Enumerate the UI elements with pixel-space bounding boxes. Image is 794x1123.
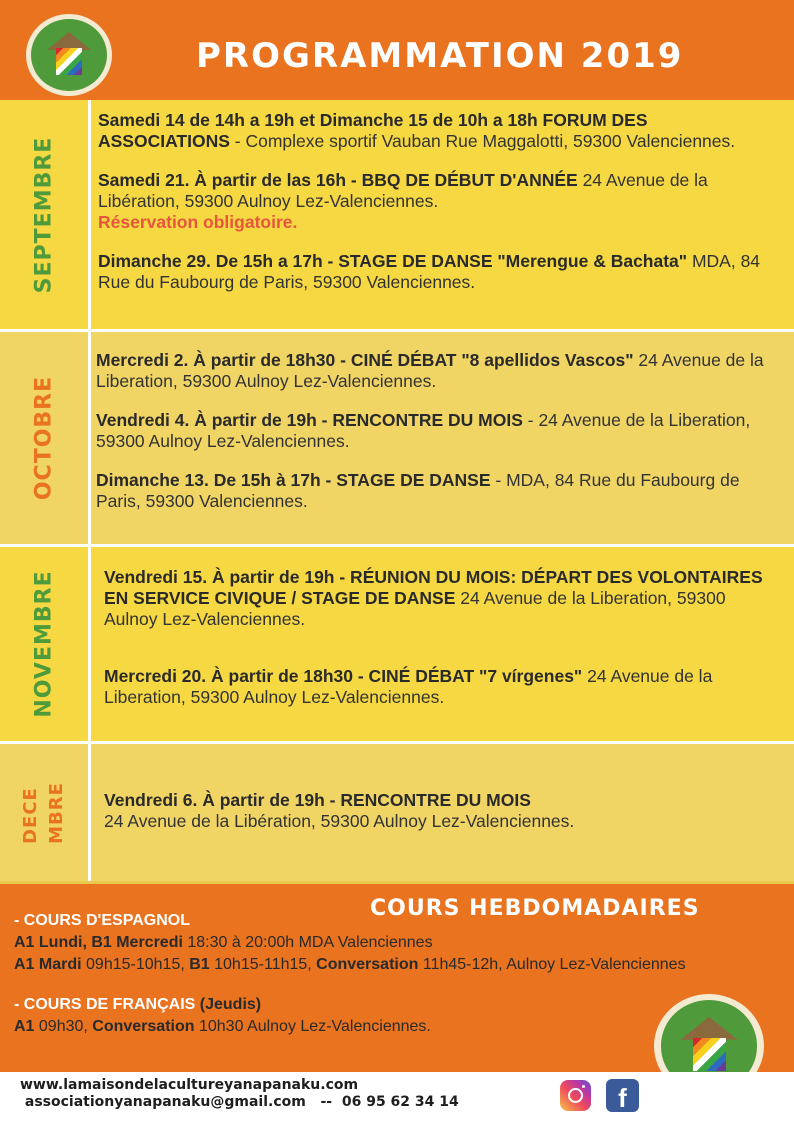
month-block-novembre [0, 547, 794, 744]
event-details: - MDA, 84 Rue du Faubourg de Paris, 59300 Valenciennes. [96, 470, 740, 511]
course-schedule: 09h30, [34, 1018, 93, 1035]
weekly-courses-section [0, 884, 794, 1072]
event-title: Dimanche 13. De 15h à 17h - STAGE DE DANSE [96, 470, 491, 490]
course-schedule: 11h45-12h, Aulnoy Lez-Valenciennes [418, 956, 686, 973]
facebook-icon[interactable] [606, 1079, 639, 1112]
spanish-course-heading: - COURS D'ESPAGNOL [14, 912, 190, 929]
course-level: A1 Lundi, B1 Mercredi [14, 934, 183, 951]
french-course-line [14, 1018, 431, 1036]
event-item [96, 350, 776, 392]
course-level: A1 Mardi [14, 956, 82, 973]
event-title: Dimanche 29. De 15h a 17h - STAGE DE DANSE "Merengue & Bachata" [98, 251, 688, 271]
event-details: - Complexe sportif Vauban Rue Maggalotti, 59300 Valenciennes. [229, 131, 736, 151]
event-title: Vendredi 4. À partir de 19h - RENCONTRE DU MOIS [96, 410, 523, 430]
french-course-title: - COURS DE FRANÇAIS [14, 996, 200, 1013]
logo-wiphala-flag [56, 48, 82, 74]
event-item [98, 251, 776, 293]
event-note: Réservation obligatoire. [98, 212, 298, 232]
month-label-decembre [0, 744, 91, 881]
event-title: Samedi 14 de 14h a 19h et Dimanche 15 de 10h a 18h FORUM DES ASSOCIATIONS [98, 110, 648, 151]
courses-title: COURS HEBDOMADAIRES [370, 896, 700, 921]
event-item [96, 470, 776, 512]
month-label-octobre [0, 332, 91, 544]
course-schedule: 10h15-11h15, [209, 956, 317, 973]
month-name-line2: MBRE [46, 781, 67, 844]
event-title: Samedi 21. À partir de las 16h - BBQ DE DÉBUT D'ANNÉE [98, 170, 578, 190]
event-details: MDA, 84 Rue du Faubourg de Paris, 59300 Valenciennes. [98, 251, 761, 292]
course-level: A1 [14, 1018, 35, 1035]
month-name-line1: DECE [20, 786, 41, 844]
french-course-day: (Jeudis) [199, 996, 262, 1013]
month-name [18, 782, 70, 844]
month-block-decembre [0, 744, 794, 881]
event-list [96, 350, 776, 530]
course-level: B1 [189, 956, 210, 973]
event-details: 24 Avenue de la Liberation, 59300 Aulnoy Lez-Valenciennes. [104, 588, 726, 629]
month-block-octobre [0, 332, 794, 547]
event-item [104, 790, 776, 832]
logo [26, 14, 112, 96]
footer [0, 1072, 794, 1123]
month-block-septembre [0, 100, 794, 332]
event-details: 24 Avenue de la Liberation, 59300 Aulnoy Lez-Valenciennes. [96, 350, 764, 391]
contact-line[interactable]: associationyanapanaku@gmail.com -- 06 95 62 34 14 [20, 1094, 459, 1110]
website-link[interactable]: www.lamaisondelacultureyanapanaku.com [20, 1077, 359, 1093]
header-banner [0, 0, 794, 100]
course-schedule: 18:30 à 20:00h MDA Valenciennes [182, 934, 433, 951]
event-details: - 24 Avenue de la Liberation, 59300 Aulnoy Lez-Valenciennes. [96, 410, 751, 451]
event-item [104, 567, 776, 630]
event-item [98, 170, 776, 233]
month-label-septembre [0, 100, 91, 329]
month-name: SEPTEMBRE [31, 136, 57, 293]
facebook-glyph: f [618, 1083, 627, 1113]
page-title: PROGRAMMATION 2019 [196, 36, 684, 76]
french-course-heading [14, 996, 261, 1014]
spanish-course-line-2 [14, 956, 686, 974]
event-details: 24 Avenue de la Libération, 59300 Aulnoy Lez-Valenciennes. [98, 170, 708, 211]
event-title: Mercredi 20. À partir de 18h30 - CINÉ DÉBAT "7 vírgenes" [104, 666, 583, 686]
event-list [98, 110, 776, 311]
month-name: OCTOBRE [31, 375, 57, 501]
event-item [104, 666, 776, 708]
event-list [104, 567, 776, 726]
course-level: Conversation [316, 956, 419, 973]
month-label-novembre [0, 547, 91, 741]
event-item [98, 110, 776, 152]
logo-wiphala-flag [693, 1038, 726, 1071]
event-details: 24 Avenue de la Liberation, 59300 Aulnoy Lez-Valenciennes. [104, 666, 713, 707]
month-name: NOVEMBRE [31, 570, 57, 718]
course-schedule: 10h30 Aulnoy Lez-Valenciennes. [194, 1018, 431, 1035]
event-item [96, 410, 776, 452]
event-title: Vendredi 15. À partir de 19h - RÉUNION DU MOIS: DÉPART DES VOLONTAIRES EN SERVICE CIVIQUE / STAGE DE DANSE [104, 567, 763, 608]
event-title: Vendredi 6. À partir de 19h - RENCONTRE DU MOIS [104, 790, 531, 810]
instagram-icon[interactable] [560, 1080, 591, 1111]
course-schedule: 09h15-10h15, [81, 956, 190, 973]
event-details: 24 Avenue de la Libération, 59300 Aulnoy Lez-Valenciennes. [104, 811, 575, 831]
spanish-course-line-1 [14, 934, 433, 952]
event-title: Mercredi 2. À partir de 18h30 - CINÉ DÉBAT "8 apellidos Vascos" [96, 350, 634, 370]
course-level: Conversation [92, 1018, 195, 1035]
event-list [104, 790, 776, 850]
